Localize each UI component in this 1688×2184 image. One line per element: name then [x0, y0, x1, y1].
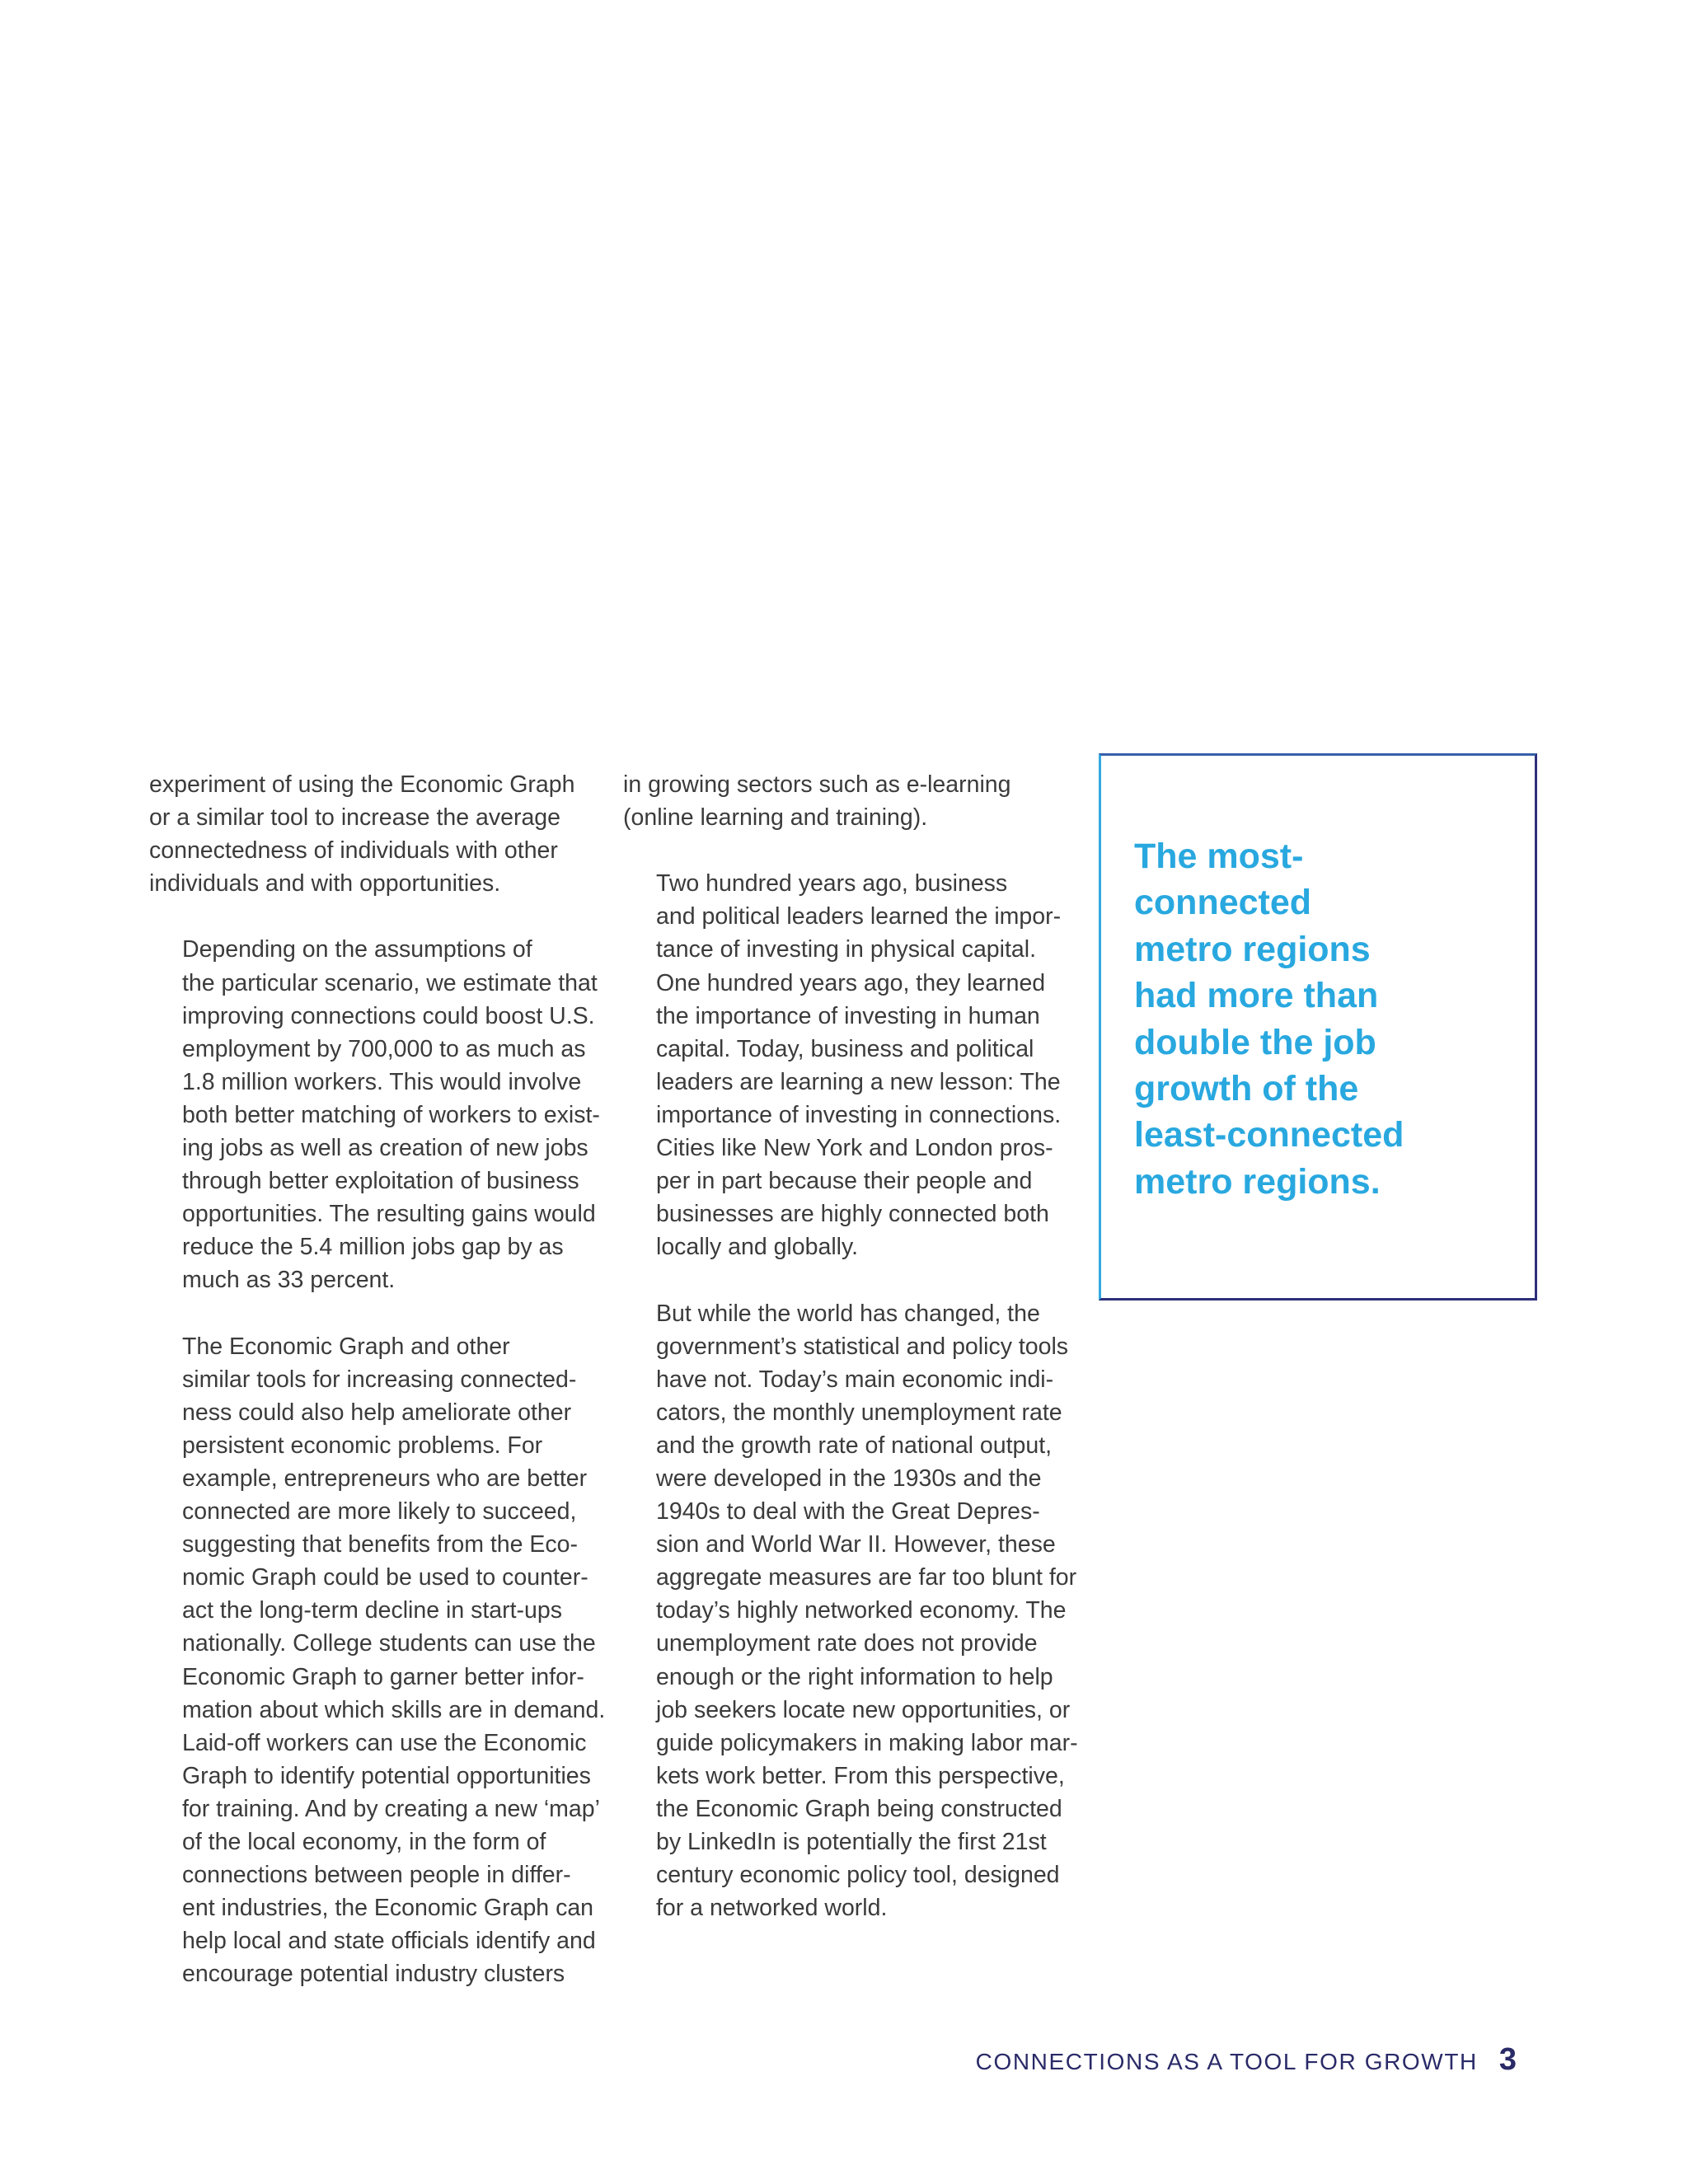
text-line: much as 33 percent. [182, 1267, 396, 1294]
text-line: or a similar tool to increase the average [149, 804, 561, 832]
text-line: today’s highly networked economy. The [656, 1597, 1067, 1624]
text-line: help local and state officials identify and [182, 1928, 596, 1955]
body-paragraph [149, 1330, 611, 1991]
body-paragraph [623, 1297, 1085, 1925]
text-line: aggregate measures are far too blunt for [656, 1564, 1077, 1591]
text-line: the importance of investing in human [656, 1002, 1040, 1029]
pull-quote-box [1099, 753, 1537, 1301]
text-line: per in part because their people and [656, 1168, 1033, 1195]
text-line: tance of investing in physical capital. [656, 936, 1037, 963]
pull-quote-line: metro regions [1134, 929, 1371, 969]
footer-title: CONNECTIONS AS A TOOL FOR GROWTH [975, 2049, 1478, 2074]
text-line: government’s statistical and policy tools [656, 1333, 1069, 1360]
text-line: guide policymakers in making labor mar- [656, 1729, 1078, 1756]
text-line: persistent economic problems. For [182, 1432, 543, 1459]
pull-quote-line: least-connected [1134, 1115, 1404, 1155]
text-line: for training. And by creating a new ‘map’ [182, 1795, 600, 1822]
text-line: Laid-off workers can use the Economic [182, 1729, 587, 1756]
text-line: for a networked world. [656, 1895, 888, 1922]
text-line: improving connections could boost U.S. [182, 1002, 595, 1029]
text-line: enough or the right information to help [656, 1663, 1053, 1690]
pull-quote-line: connected [1134, 883, 1312, 923]
body-paragraph [149, 933, 611, 1296]
text-line: unemployment rate does not provide [656, 1630, 1038, 1657]
body-column-right [623, 768, 1085, 1957]
text-line: example, entrepreneurs who are better [182, 1465, 588, 1492]
text-line: reduce the 5.4 million jobs gap by as [182, 1234, 564, 1261]
text-line: act the long-term decline in start-ups [182, 1597, 562, 1624]
text-line: encourage potential industry clusters [182, 1961, 565, 1988]
pull-quote-line: double the job [1134, 1022, 1376, 1062]
body-column-left [149, 768, 611, 2024]
pull-quote-line: growth of the [1134, 1069, 1359, 1109]
text-line: (online learning and training). [623, 804, 928, 832]
text-line: century economic policy tool, designed [656, 1862, 1060, 1889]
text-line: capital. Today, business and political [656, 1035, 1034, 1062]
text-line: cators, the monthly unemployment rate [656, 1399, 1062, 1426]
text-line: sion and World War II. However, these [656, 1531, 1056, 1558]
text-line: Depending on the assumptions of [182, 936, 532, 963]
text-line: through better exploitation of business [182, 1168, 579, 1195]
text-line: Graph to identify potential opportunities [182, 1762, 591, 1789]
text-line: were developed in the 1930s and the [656, 1465, 1042, 1492]
pull-quote-line: The most- [1134, 837, 1304, 876]
text-line: and the growth rate of national output, [656, 1432, 1053, 1459]
pull-quote-line: had more than [1134, 976, 1379, 1016]
text-line: connectedness of individuals with other [149, 837, 558, 865]
text-line: nationally. College students can use the [182, 1630, 596, 1657]
text-line: Cities like New York and London pros- [656, 1135, 1053, 1162]
text-line: the Economic Graph being constructed [656, 1795, 1062, 1822]
text-line: locally and globally. [656, 1234, 859, 1261]
text-line: The Economic Graph and other [182, 1333, 510, 1360]
text-line: opportunities. The resulting gains would [182, 1201, 596, 1228]
body-paragraph [623, 867, 1085, 1263]
text-line: by LinkedIn is potentially the first 21st [656, 1829, 1047, 1855]
text-line: and political leaders learned the impor- [656, 903, 1062, 930]
body-paragraph [623, 768, 1085, 834]
text-line: similar tools for increasing connected- [182, 1366, 577, 1393]
text-line: Two hundred years ago, business [656, 870, 1008, 898]
page-number: 3 [1498, 2042, 1517, 2077]
text-line: have not. Today’s main economic indi- [656, 1366, 1054, 1393]
body-paragraph [149, 768, 611, 900]
text-line: businesses are highly connected both [656, 1201, 1049, 1228]
text-line: suggesting that benefits from the Eco- [182, 1531, 579, 1558]
text-line: kets work better. From this perspective, [656, 1762, 1065, 1789]
text-line: leaders are learning a new lesson: The [656, 1068, 1061, 1095]
text-line: One hundred years ago, they learned [656, 969, 1046, 996]
page-footer [976, 2042, 1517, 2078]
text-line: in growing sectors such as e-learning [623, 771, 1011, 798]
text-line: ness could also help ameliorate other [182, 1399, 572, 1426]
text-line: Economic Graph to garner better infor- [182, 1663, 584, 1690]
text-line: employment by 700,000 to as much as [182, 1035, 586, 1062]
text-line: of the local economy, in the form of [182, 1829, 546, 1855]
text-line: 1.8 million workers. This would involve [182, 1068, 582, 1095]
text-line: ent industries, the Economic Graph can [182, 1895, 594, 1922]
text-line: connections between people in differ- [182, 1862, 571, 1889]
text-line: both better matching of workers to exist- [182, 1101, 600, 1128]
text-line: individuals and with opportunities. [149, 870, 501, 898]
text-line: the particular scenario, we estimate that [182, 969, 598, 996]
text-line: But while the world has changed, the [656, 1300, 1040, 1327]
text-line: job seekers locate new opportunities, or [656, 1696, 1071, 1723]
text-line: ing jobs as well as creation of new jobs [182, 1135, 588, 1162]
pull-quote-line: metro regions. [1134, 1161, 1381, 1202]
text-line: connected are more likely to succeed, [182, 1498, 577, 1526]
text-line: experiment of using the Economic Graph [149, 771, 575, 798]
text-line: nomic Graph could be used to counter- [182, 1564, 588, 1591]
text-line: mation about which skills are in demand. [182, 1696, 606, 1723]
pull-quote-text [1134, 833, 1404, 1205]
text-line: 1940s to deal with the Great Depres- [656, 1498, 1040, 1526]
text-line: importance of investing in connections. [656, 1101, 1062, 1128]
